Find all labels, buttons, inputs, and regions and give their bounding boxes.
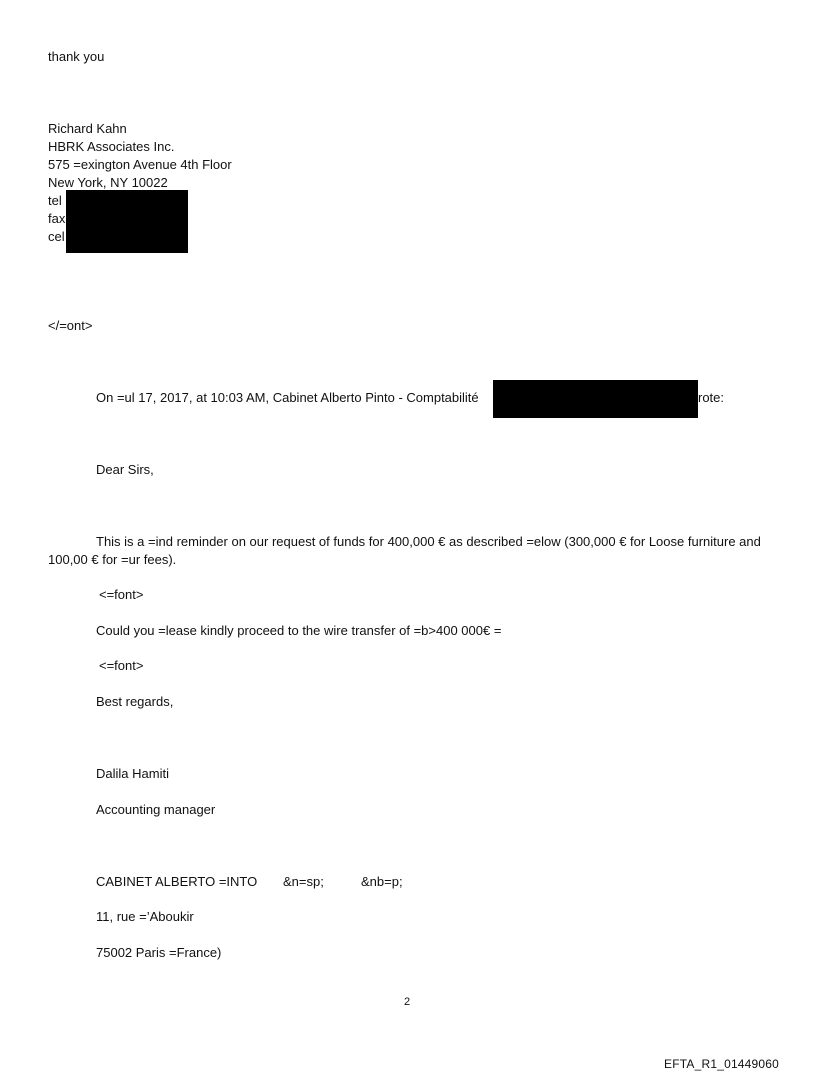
font-tag-artifact-1: <=font>	[99, 587, 144, 602]
redaction-box-phone-numbers	[66, 190, 188, 253]
signature-company: HBRK Associates Inc.	[48, 139, 175, 154]
wire-transfer-request: Could you =lease kindly proceed to the wire transfer of =b>400 000€ =	[96, 623, 502, 638]
firm-address-street: 11, rue =’Aboukir	[96, 909, 194, 924]
reminder-paragraph: This is a =ind reminder on our request of funds for 400,000 € as described =elow (300,000 € for Loose furniture and 100,00 € for =ur fees).	[48, 534, 761, 567]
sender-name: Dalila Hamiti	[96, 766, 169, 781]
signature-street: 575 =exington Avenue 4th Floor	[48, 157, 232, 172]
signature-name: Richard Kahn	[48, 121, 127, 136]
nbsp-artifact-2: &nb=p;	[361, 874, 403, 889]
font-tag-artifact: </=ont>	[48, 318, 93, 333]
document-id: EFTA_R1_01449060	[664, 1057, 780, 1071]
closing: Best regards,	[96, 694, 174, 709]
quoted-header-prefix: On =ul 17, 2017, at 10:03 AM, Cabinet Alberto Pinto - Comptabilité	[96, 390, 479, 405]
redaction-box-sender-email	[493, 380, 698, 418]
firm-name: CABINET ALBERTO =INTO	[96, 874, 258, 889]
firm-address-city: 75002 Paris =France)	[96, 945, 222, 960]
salutation: Dear Sirs,	[96, 462, 154, 477]
sender-title: Accounting manager	[96, 802, 216, 817]
thank-you-text: thank you	[48, 49, 105, 64]
signature-cell-label: cel	[48, 229, 65, 244]
signature-city: New York, NY 10022	[48, 175, 168, 190]
nbsp-artifact-1: &n=sp;	[283, 874, 324, 889]
font-tag-artifact-2: <=font>	[99, 658, 144, 673]
quoted-header-suffix: rote:	[698, 390, 725, 405]
signature-tel-label: tel	[48, 193, 62, 208]
page-number: 2	[404, 996, 411, 1008]
signature-fax-label: fax	[48, 211, 66, 226]
